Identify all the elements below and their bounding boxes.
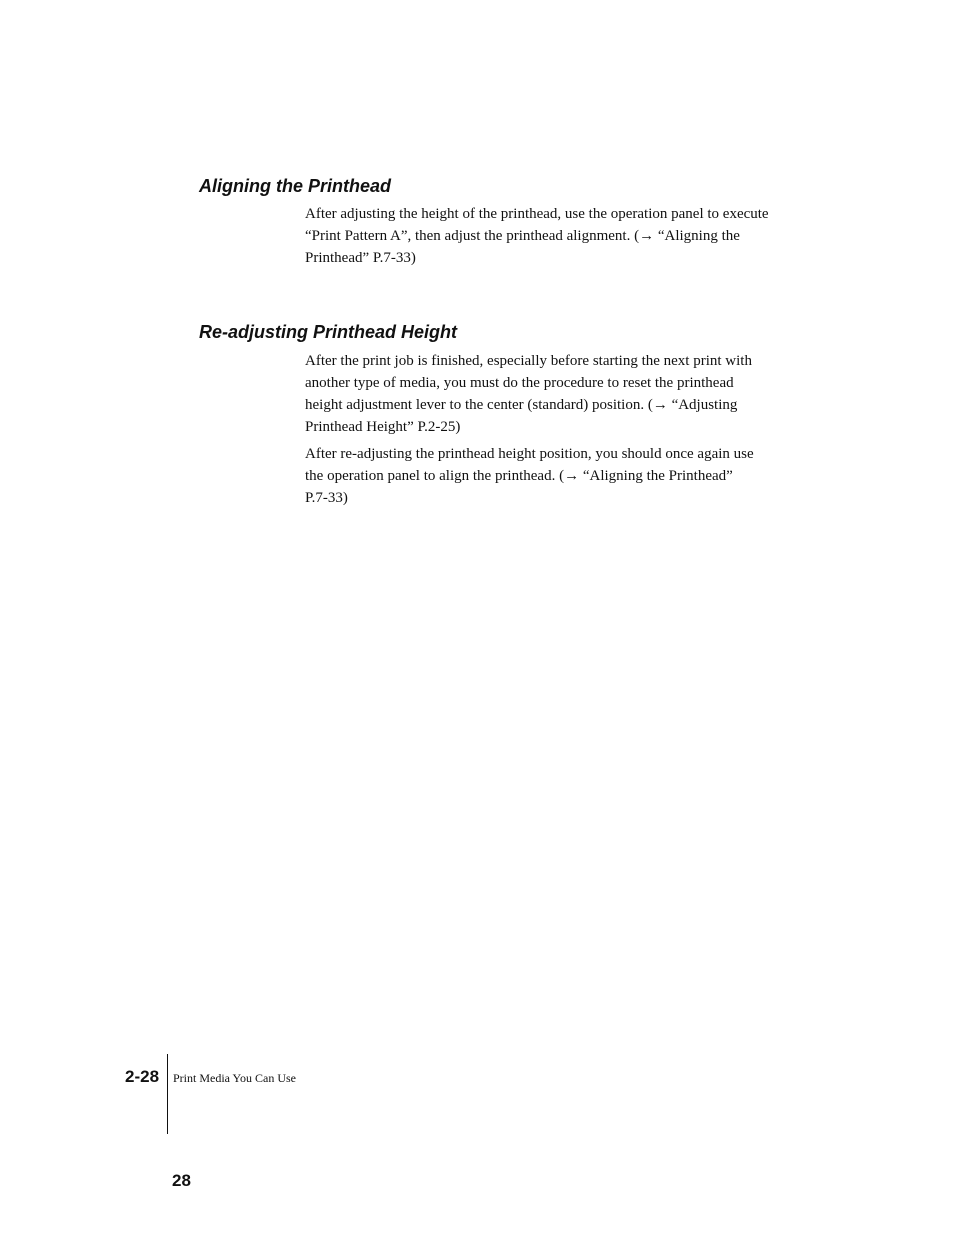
paragraph-aligning-printhead bbox=[305, 203, 785, 269]
footer-divider bbox=[167, 1054, 168, 1134]
paragraph-readjusting-height-1 bbox=[305, 350, 785, 438]
paragraph-line: height adjustment lever to the center (standard) position. (→ “Adjusting bbox=[305, 397, 738, 413]
section-heading-readjusting-printhead-height: Re-adjusting Printhead Height bbox=[199, 322, 458, 342]
paragraph-line: P.7-33) bbox=[305, 490, 348, 506]
paragraph-line: Printhead” P.7-33) bbox=[305, 250, 416, 266]
paragraph-line: Printhead Height” P.2-25) bbox=[305, 419, 461, 435]
paragraph-readjusting-height-2 bbox=[305, 443, 785, 509]
section-heading-aligning-printhead: Aligning the Printhead bbox=[199, 176, 391, 196]
footer-page-code: 2-28 bbox=[125, 1067, 160, 1086]
paragraph-line: After adjusting the height of the printhead, use the operation panel to execute bbox=[305, 206, 769, 222]
paragraph-line: After re-adjusting the printhead height position, you should once again use bbox=[305, 446, 754, 462]
paragraph-line: another type of media, you must do the procedure to reset the printhead bbox=[305, 375, 734, 391]
paragraph-line: the operation panel to align the printhead. (→ “Aligning the Printhead” bbox=[305, 468, 733, 484]
page-number: 28 bbox=[172, 1171, 191, 1190]
paragraph-line: After the print job is finished, especially before starting the next print with bbox=[305, 353, 752, 369]
footer-section-title: Print Media You Can Use bbox=[173, 1071, 297, 1085]
paragraph-line: “Print Pattern A”, then adjust the printhead alignment. (→ “Aligning the bbox=[305, 228, 740, 244]
